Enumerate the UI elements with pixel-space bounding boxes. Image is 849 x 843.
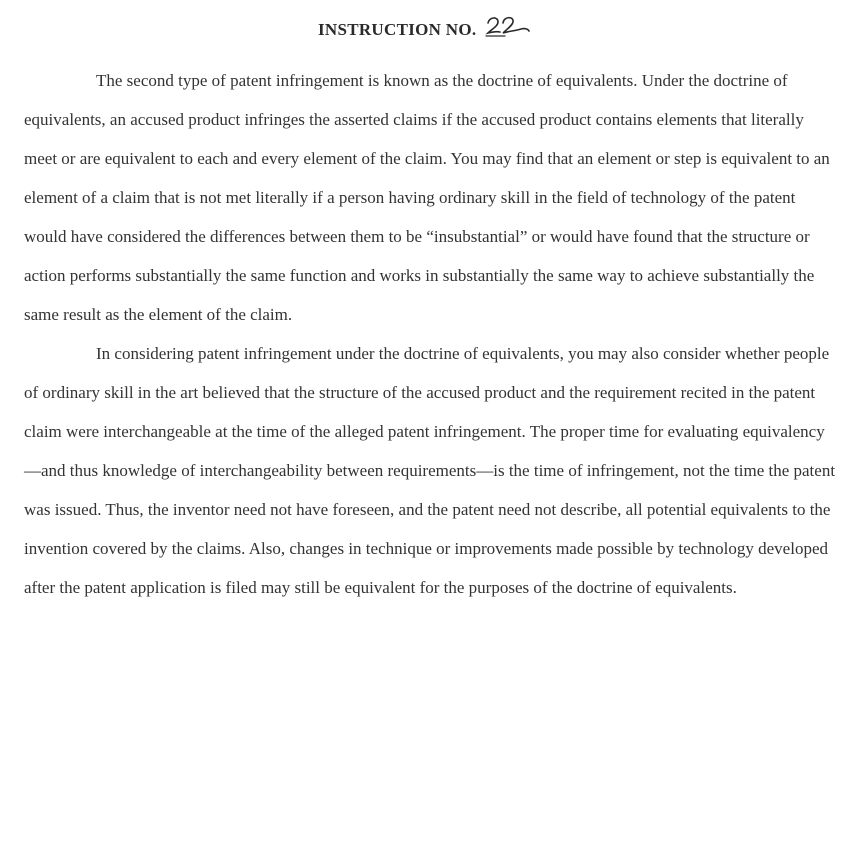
paragraph-1: The second type of patent infringement is known as the doctrine of equivalents. Under the doctrine of equivalents, an accused product infringes the asserted claims if the accused product contains elements that literally meet or are equivalent to each and every element of the claim. You may find that an element or step is equivalent to an element of a claim that is not met literally if a person having ordinary skill in the field of technology of the patent would have considered the differences between them to be “insubstantial” or would have found that the structure or action performs substantially the same function and works in substantially the same way to achieve substantially the same result as the element of the claim. bbox=[24, 61, 836, 334]
handwritten-number-glyph bbox=[485, 14, 531, 38]
instruction-title: INSTRUCTION NO. bbox=[318, 20, 476, 39]
paragraph-2: In considering patent infringement under the doctrine of equivalents, you may also consider whether people of ordinary skill in the art believed that the structure of the accused product and the requirement recited in the patent claim were interchangeable at the time of the alleged patent infringement. The proper time for evaluating equivalency—and thus knowledge of interchangeability between requirements—is the time of infringement, not the time the patent was issued. Thus, the inventor need not have foreseen, and the patent need not describe, all potential equivalents to the invention covered by the claims. Also, changes in technique or improvements made possible by technology developed after the patent application is filed may still be equivalent for the purposes of the doctrine of equivalents. bbox=[24, 334, 836, 607]
instruction-body bbox=[24, 61, 836, 607]
instruction-heading bbox=[0, 14, 849, 43]
handwritten-instruction-number bbox=[485, 14, 531, 43]
document-page bbox=[0, 0, 849, 843]
